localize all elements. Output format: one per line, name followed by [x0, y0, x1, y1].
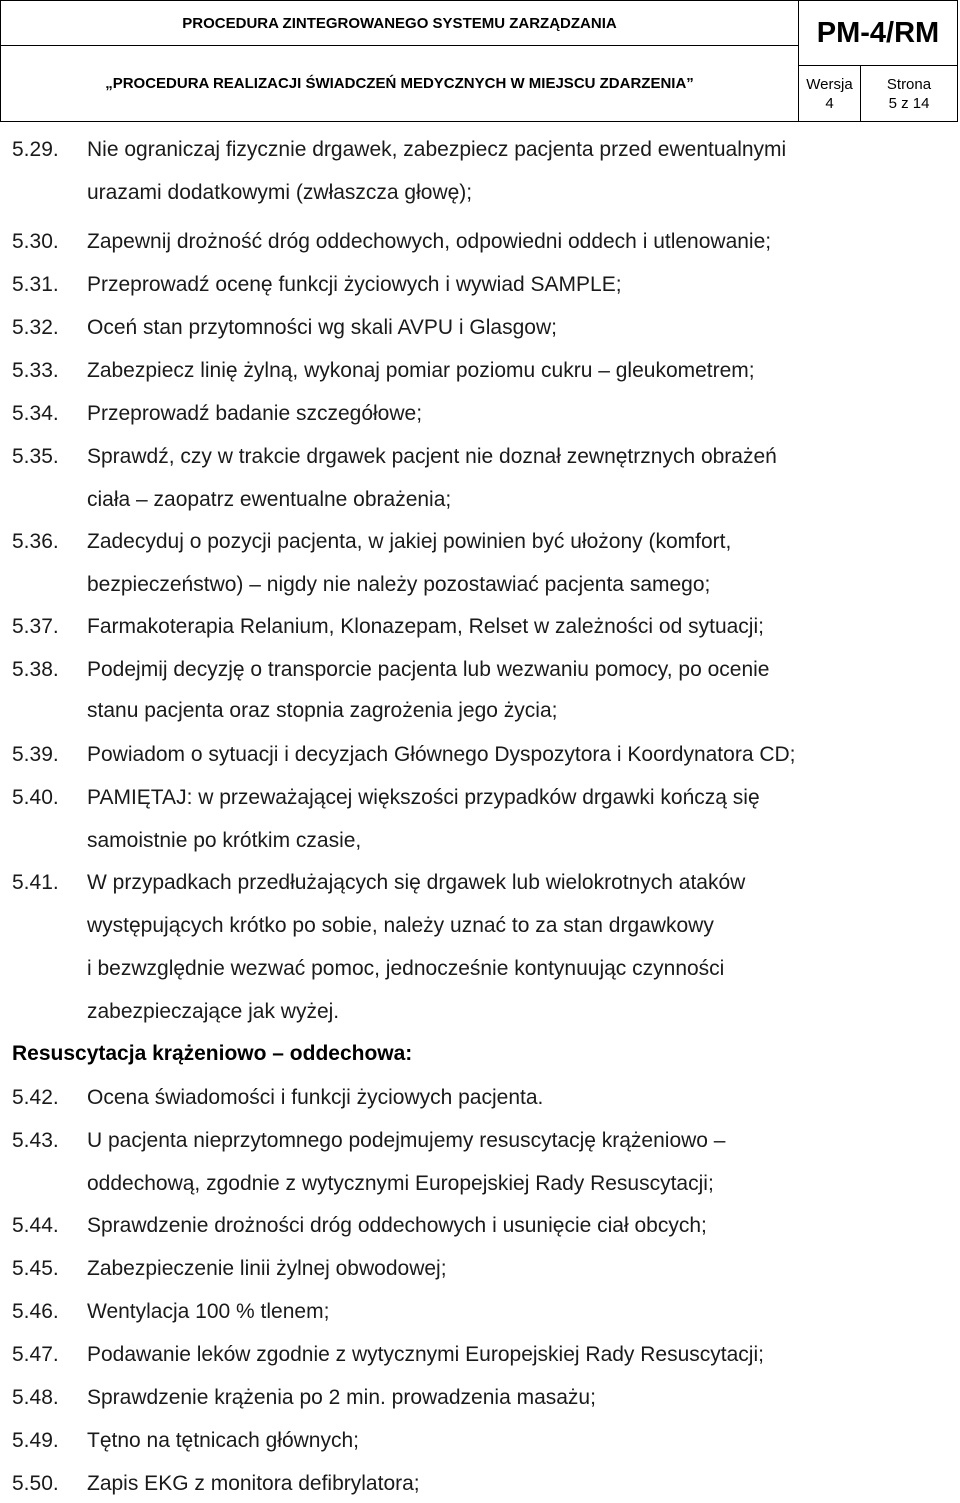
item-number: 5.30.	[12, 230, 59, 253]
header-page	[861, 66, 957, 121]
item-number: 5.29.	[12, 138, 59, 161]
header-title-main	[1, 1, 799, 46]
item-text-line: Podejmij decyzję o transporcie pacjenta lub wezwaniu pomocy, po ocenie	[87, 658, 770, 681]
item-text-line: zabezpieczające jak wyżej.	[87, 1000, 340, 1023]
item-number: 5.44.	[12, 1214, 59, 1237]
item-text-line: bezpieczeństwo) – nigdy nie należy pozostawiać pacjenta samego;	[87, 573, 711, 596]
item-number: 5.49.	[12, 1429, 59, 1452]
item-text-line: stanu pacjenta oraz stopnia zagrożenia jego życia;	[87, 699, 558, 722]
item-text-line: Sprawdzenie krążenia po 2 min. prowadzenia masażu;	[87, 1386, 596, 1409]
item-text-line: Przeprowadź ocenę funkcji życiowych i wywiad SAMPLE;	[87, 273, 622, 296]
item-text-line: Oceń stan przytomności wg skali AVPU i Glasgow;	[87, 316, 557, 339]
item-text-line: urazami dodatkowymi (zwłaszcza głowę);	[87, 181, 473, 204]
item-number: 5.45.	[12, 1257, 59, 1280]
item-number: 5.48.	[12, 1386, 59, 1409]
item-number: 5.33.	[12, 359, 59, 382]
item-text-line: PAMIĘTAJ: w przeważającej większości przypadków drgawki kończą się	[87, 786, 760, 809]
header-title-procedure	[1, 46, 799, 121]
section-heading: Resuscytacja krążeniowo – oddechowa:	[12, 1042, 413, 1065]
version-value: 4	[825, 94, 834, 112]
item-text-line: Zadecyduj o pozycji pacjenta, w jakiej powinien być ułożony (komfort,	[87, 530, 732, 553]
version-label: Wersja	[806, 75, 853, 93]
item-text-line: Przeprowadź badanie szczegółowe;	[87, 402, 423, 425]
item-text-line: Wentylacja 100 % tlenem;	[87, 1300, 330, 1323]
item-number: 5.43.	[12, 1129, 59, 1152]
item-number: 5.47.	[12, 1343, 59, 1366]
header-version	[799, 66, 861, 121]
item-number: 5.31.	[12, 273, 59, 296]
item-text-line: ciała – zaopatrz ewentualne obrażenia;	[87, 488, 452, 511]
item-text-line: Podawanie leków zgodnie z wytycznymi Europejskiej Rady Resuscytacji;	[87, 1343, 764, 1366]
item-text-line: Sprawdzenie drożności dróg oddechowych i usunięcie ciał obcych;	[87, 1214, 707, 1237]
item-number: 5.41.	[12, 871, 59, 894]
item-number: 5.40.	[12, 786, 59, 809]
item-number: 5.42.	[12, 1086, 59, 1109]
item-text-line: Farmakoterapia Relanium, Klonazepam, Relset w zależności od sytuacji;	[87, 615, 764, 638]
item-number: 5.36.	[12, 530, 59, 553]
item-number: 5.39.	[12, 743, 59, 766]
item-text-line: W przypadkach przedłużających się drgawek lub wielokrotnych ataków	[87, 871, 746, 894]
item-text-line: Zapis EKG z monitora defibrylatora;	[87, 1472, 420, 1495]
item-number: 5.46.	[12, 1300, 59, 1323]
document-header	[0, 0, 958, 122]
item-number: 5.50.	[12, 1472, 59, 1495]
item-number: 5.34.	[12, 402, 59, 425]
item-text-line: Sprawdź, czy w trakcie drgawek pacjent nie doznał zewnętrznych obrażeń	[87, 445, 777, 468]
item-text-line: Powiadom o sytuacji i decyzjach Głównego Dyspozytora i Koordynatora CD;	[87, 743, 796, 766]
item-number: 5.32.	[12, 316, 59, 339]
header-title-procedure-text: „PROCEDURA REALIZACJI ŚWIADCZEŃ MEDYCZNYCH W MIEJSCU ZDARZENIA”	[105, 75, 694, 92]
item-text-line: Tętno na tętnicach głównych;	[87, 1429, 359, 1452]
item-text-line: występujących krótko po sobie, należy uznać to za stan drgawkowy	[87, 914, 714, 937]
item-text-line: Zabezpiecz linię żylną, wykonaj pomiar poziomu cukru – gleukometrem;	[87, 359, 755, 382]
item-text-line: U pacjenta nieprzytomnego podejmujemy resuscytację krążeniowo –	[87, 1129, 726, 1152]
item-text-line: Zapewnij drożność dróg oddechowych, odpowiedni oddech i utlenowanie;	[87, 230, 772, 253]
document-code-text: PM-4/RM	[816, 16, 940, 49]
header-title-main-text: PROCEDURA ZINTEGROWANEGO SYSTEMU ZARZĄDZANIA	[182, 14, 617, 32]
page-label: Strona	[886, 75, 932, 93]
item-text-line: oddechową, zgodnie z wytycznymi Europejskiej Rady Resuscytacji;	[87, 1172, 714, 1195]
item-text-line: Zabezpieczenie linii żylnej obwodowej;	[87, 1257, 447, 1280]
item-text-line: Ocena świadomości i funkcji życiowych pacjenta.	[87, 1086, 544, 1109]
item-number: 5.35.	[12, 445, 59, 468]
header-document-code	[799, 1, 957, 66]
item-text-line: i bezwzględnie wezwać pomoc, jednocześnie kontynuując czynności	[87, 957, 725, 980]
item-text-line: Nie ograniczaj fizycznie drgawek, zabezpiecz pacjenta przed ewentualnymi	[87, 138, 787, 161]
item-number: 5.38.	[12, 658, 59, 681]
item-number: 5.37.	[12, 615, 59, 638]
page-value: 5 z 14	[888, 94, 930, 112]
item-text-line: samoistnie po krótkim czasie,	[87, 829, 362, 852]
